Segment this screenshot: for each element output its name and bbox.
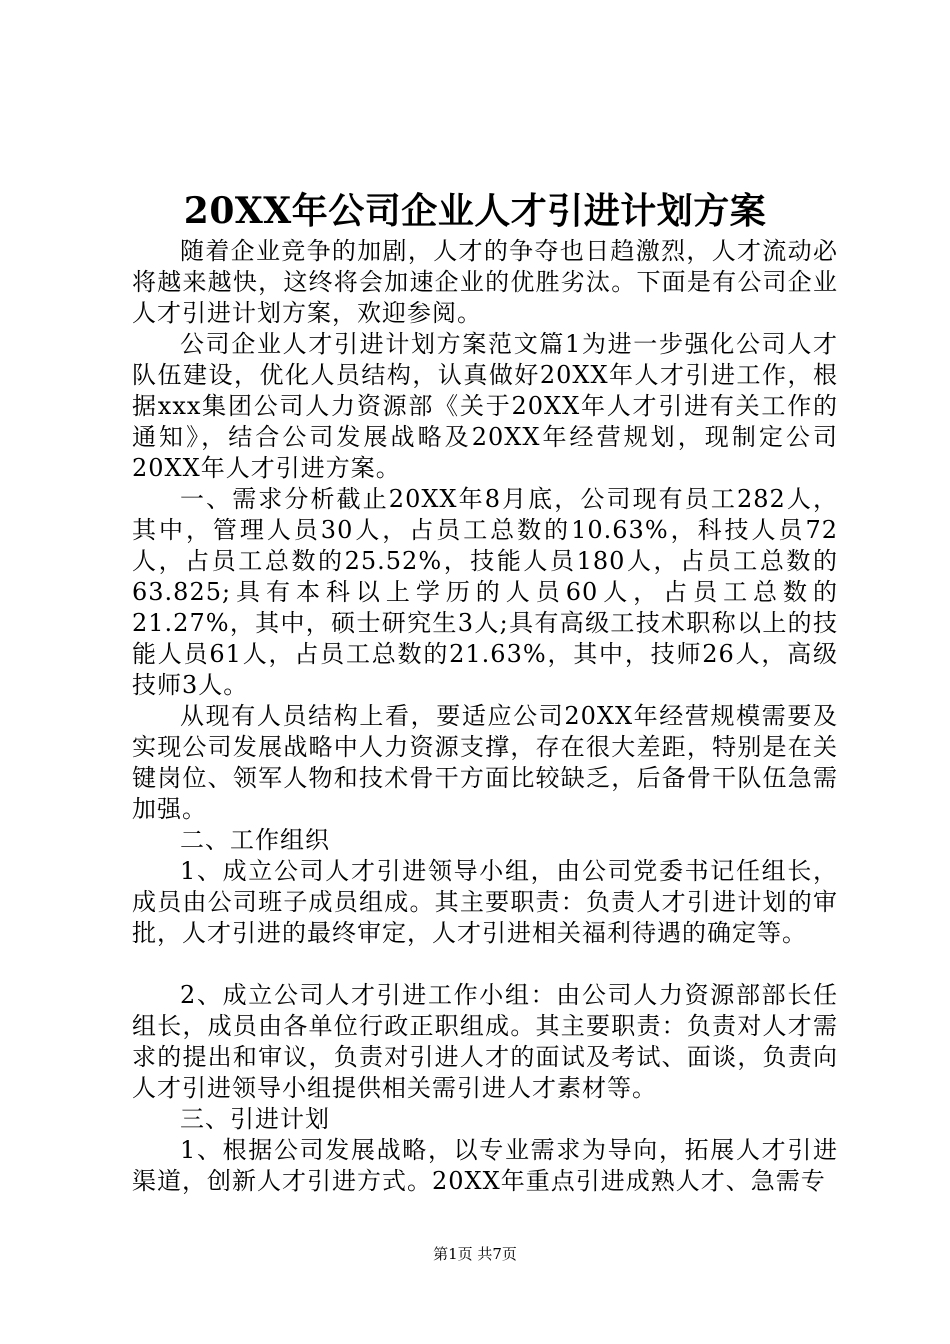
paragraph-demand-analysis: 一、需求分析截止20XX年8月底，公司现有员工282人，其中，管理人员30人，占员工总数的10.63%，科技人员72人，占员工总数的25.52%，技能人员180人，占员工总数的63.825;具有本科以上学历的人员60人，占员工总数的21.27%，其中，硕士研究生3人;具有高级工技术职称以上的技能人员61人，占员工总数的21.63%，其中，技师26人，高级技师3人。 xyxy=(132,485,838,699)
section-heading-introduction-plan: 三、引进计划 xyxy=(180,1105,330,1133)
paragraph-structure-gap: 从现有人员结构上看，要适应公司20XX年经营规模需要及实现公司发展战略中人力资源支撑，存在很大差距，特别是在关键岗位、领军人物和技术骨干方面比较缺乏，后备骨干队伍急需加强。 xyxy=(132,702,838,823)
document-body xyxy=(132,236,838,1197)
paragraph-working-group: 2、成立公司人才引进工作小组：由公司人力资源部部长任组长，成员由各单位行政正职组成。其主要职责：负责对人才需求的提出和审议，负责对引进人才的面试及考试、面谈，负责向人才引进领导小组提供相关需引进人才素材等。 xyxy=(132,981,838,1102)
document-title: 20XX年公司企业人才引进计划方案 xyxy=(183,190,767,232)
section-heading-work-organization: 二、工作组织 xyxy=(180,826,330,854)
paragraph-plan-item-1: 1、根据公司发展战略，以专业需求为导向，拓展人才引进渠道，创新人才引进方式。20XX年重点引进成熟人才、急需专 xyxy=(132,1136,838,1195)
page-number-footer: 第1页 共7页 xyxy=(433,1245,517,1263)
paragraph-leadership-group: 1、成立公司人才引进领导小组，由公司党委书记任组长，成员由公司班子成员组成。其主要职责：负责人才引进计划的审批，人才引进的最终审定，人才引进相关福利待遇的确定等。 xyxy=(132,857,838,947)
paragraph-intro: 随着企业竞争的加剧，人才的争夺也日趋激烈，人才流动必将越来越快，这终将会加速企业的优胜劣汰。下面是有公司企业人才引进计划方案，欢迎参阅。 xyxy=(132,237,838,327)
paragraph-background: 公司企业人才引进计划方案范文篇1为进一步强化公司人才队伍建设，优化人员结构，认真做好20XX年人才引进工作，根据xxx集团公司人力资源部《关于20XX年人才引进有关工作的通知》，结合公司发展战略及20XX年经营规划，现制定公司20XX年人才引进方案。 xyxy=(132,330,838,482)
